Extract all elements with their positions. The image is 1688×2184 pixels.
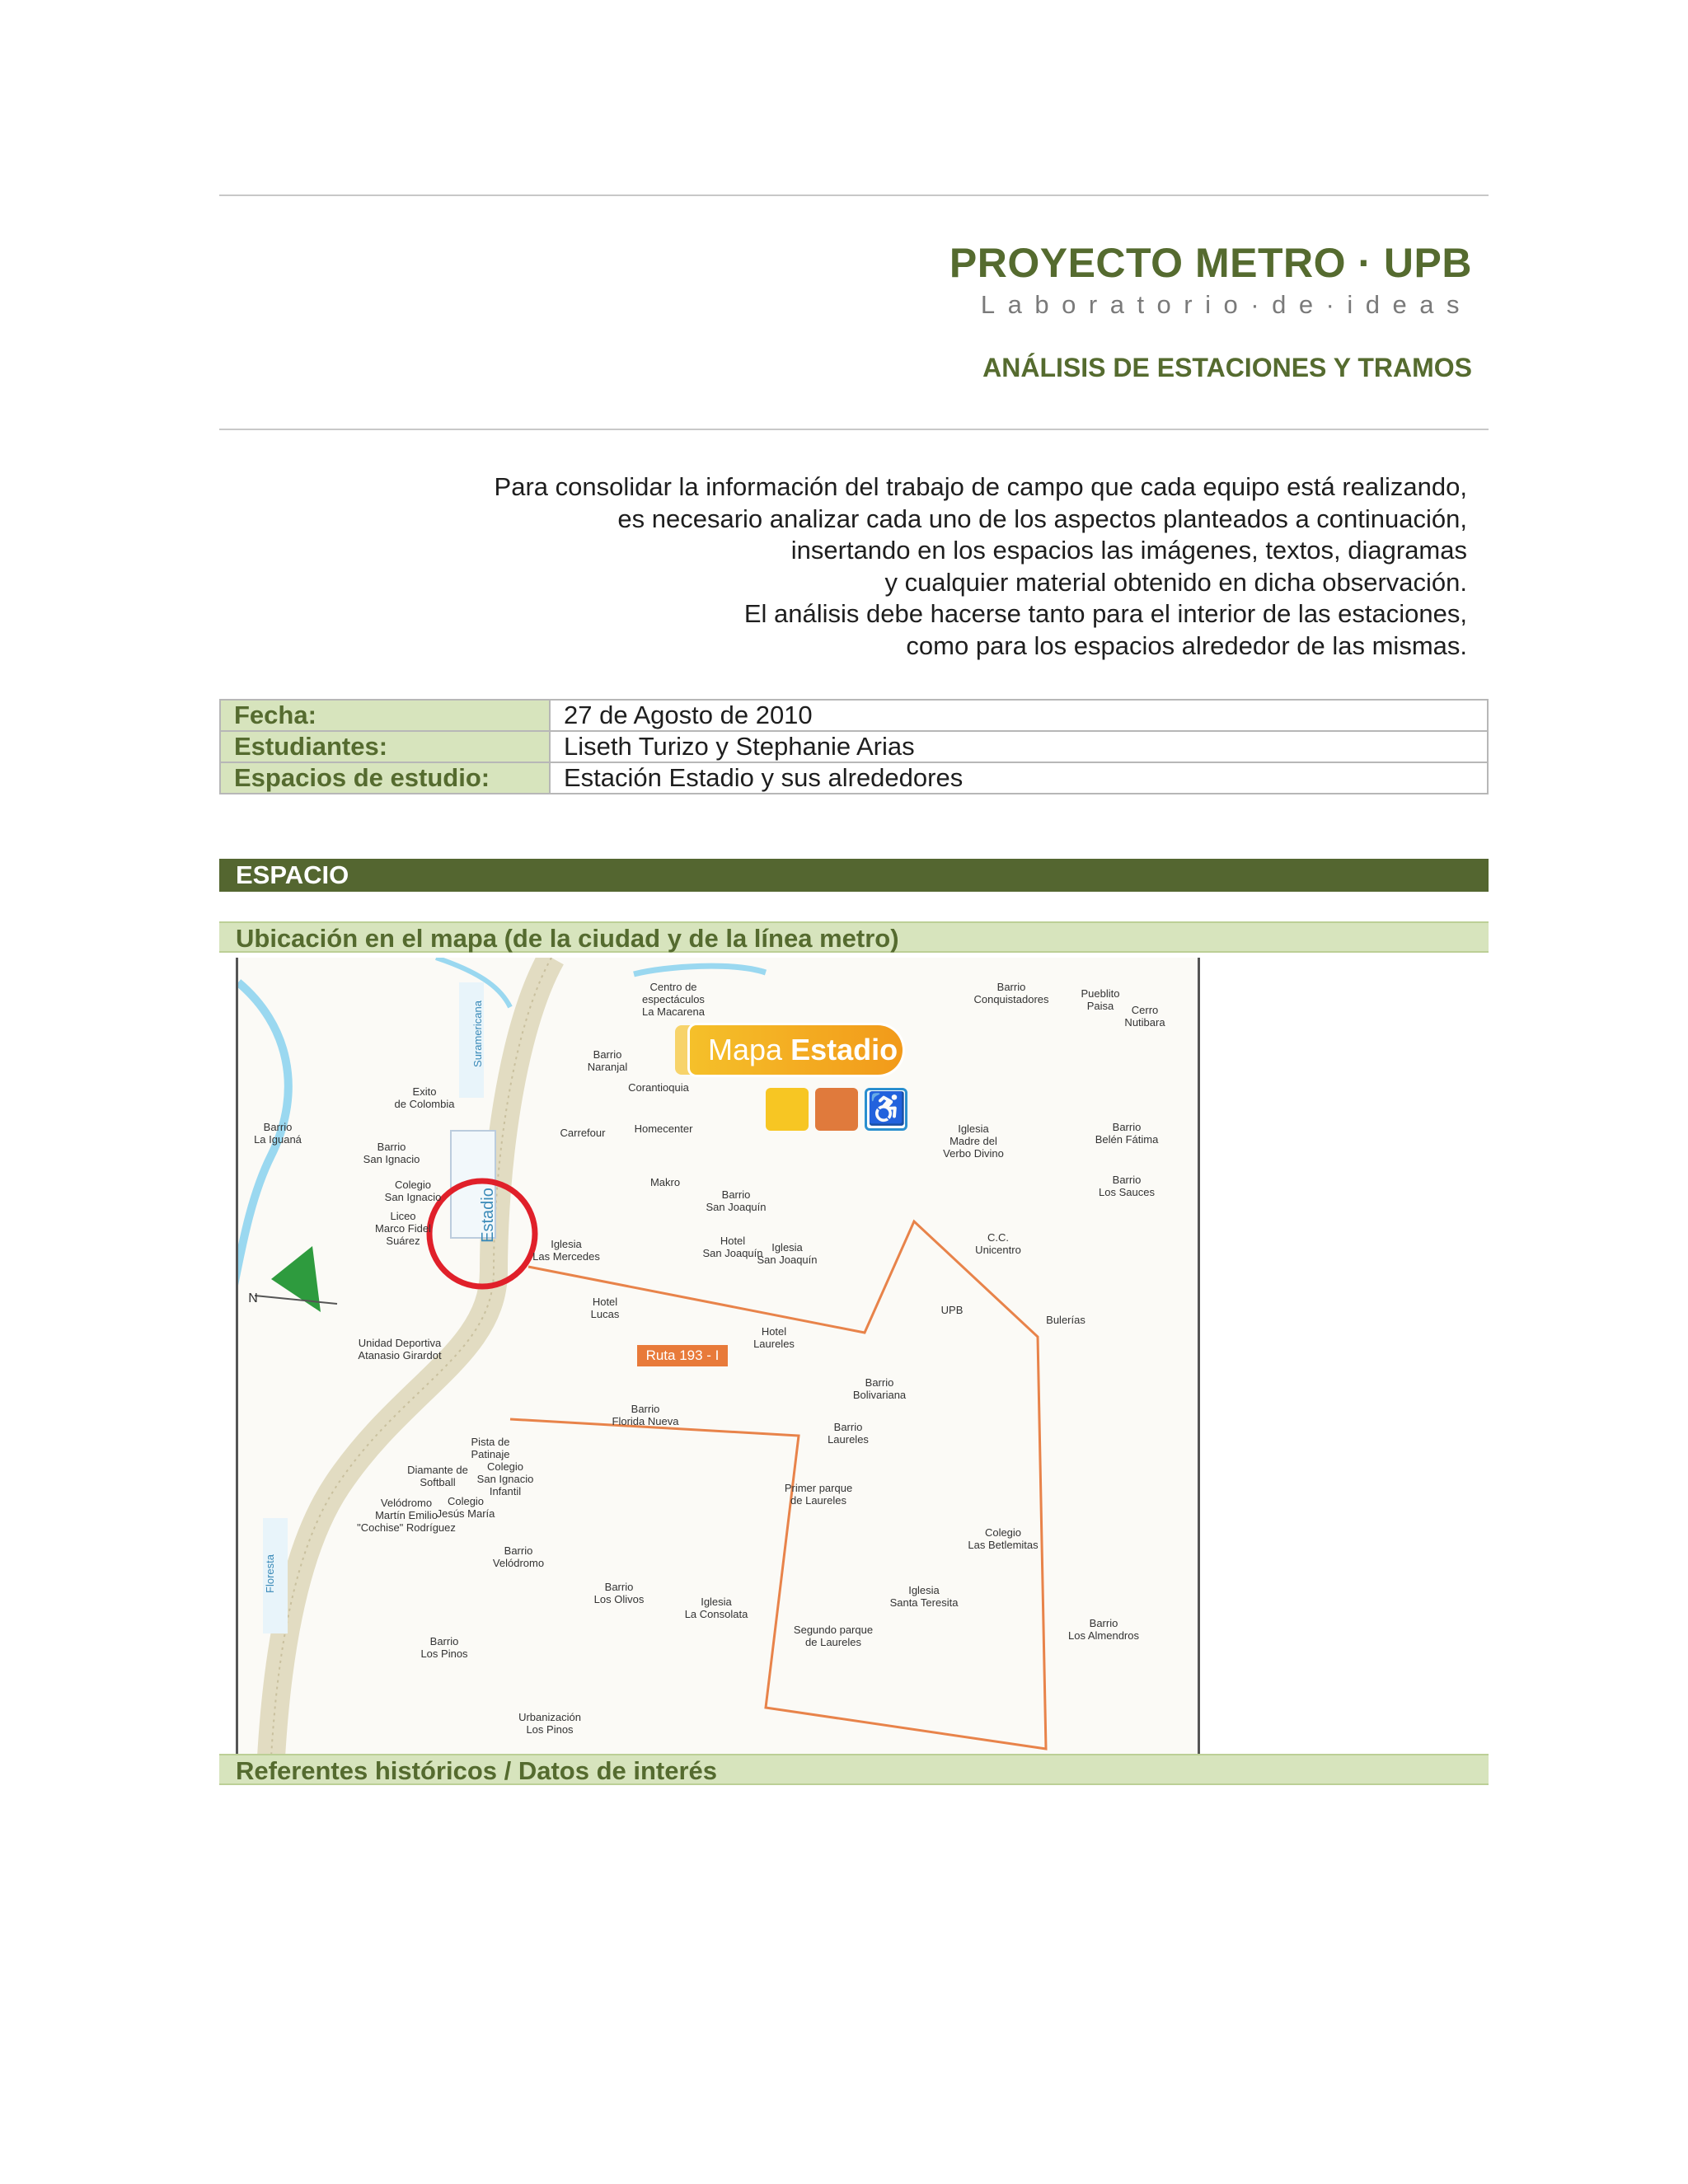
map-badge-light: Mapa (708, 1033, 783, 1066)
map-label: Hotel Laureles (753, 1325, 795, 1350)
river-top (634, 966, 766, 974)
map-label: Exito de Colombia (394, 1085, 455, 1110)
map-label: Iglesia Las Mercedes (532, 1238, 600, 1263)
intro-line: El análisis debe hacerse tanto para el interior de las estaciones, (743, 599, 1467, 628)
info-row-espacios (220, 762, 1488, 794)
map-label: Carrefour (560, 1127, 606, 1139)
map-label: Colegio Las Betlemitas (968, 1526, 1039, 1551)
info-row-fecha (220, 700, 1488, 731)
map-label: Iglesia La Consolata (684, 1596, 748, 1620)
map-label: Corantioquia (628, 1081, 689, 1094)
section-referentes: Referentes históricos / Datos de interés (219, 1754, 1489, 1785)
bus-icon (766, 1088, 809, 1131)
route-label: Ruta 193 - I (637, 1345, 728, 1366)
map-badge-bold: Estadio (790, 1033, 898, 1066)
espacios-value: Estación Estadio y sus alrededores (550, 762, 1488, 794)
map-badge (690, 1025, 903, 1075)
map-label: Segundo parque de Laureles (793, 1624, 874, 1648)
north-line (255, 1296, 337, 1304)
fecha-label: Fecha: (220, 700, 550, 731)
map-label: Homecenter (634, 1122, 693, 1135)
map-label: Diamante de Softball (407, 1464, 468, 1488)
map-label: Colegio San Ignacio (384, 1179, 442, 1203)
map-label: Colegio Jesús María (436, 1495, 495, 1520)
map-label: Barrio Florida Nueva (612, 1403, 679, 1427)
intro-line: y cualquier material obtenido en dicha observación. (884, 567, 1467, 597)
map-label: Hotel Lucas (590, 1296, 620, 1320)
station-map (236, 958, 1200, 1757)
map-label: Barrio Los Almendros (1068, 1617, 1139, 1642)
top-rule (219, 194, 1489, 196)
map-label: C.C. Unicentro (975, 1231, 1021, 1256)
map-label: Barrio Velódromo (492, 1544, 545, 1569)
map-label: Barrio La Iguaná (254, 1121, 302, 1146)
map-label: Unidad Deportiva Atanasio Girardot (358, 1337, 442, 1361)
map-label: Colegio San Ignacio Infantil (476, 1460, 534, 1497)
map-label: Barrio Los Pinos (420, 1635, 468, 1660)
map-label: Makro (649, 1176, 681, 1188)
map-label: Iglesia Madre del Verbo Divino (943, 1122, 1004, 1160)
map-label: Barrio Conquistadores (973, 981, 1049, 1005)
page-title: PROYECTO METRO · UPB (949, 240, 1472, 286)
espacios-label: Espacios de estudio: (220, 762, 550, 794)
map-label: Bulerías (1046, 1314, 1085, 1326)
map-label: Primer parque de Laureles (784, 1482, 853, 1507)
map-label: Pista de Patinaje (471, 1436, 510, 1460)
map-label: Barrio Naranjal (587, 1048, 628, 1073)
estudiantes-label: Estudiantes: (220, 731, 550, 762)
fecha-value: 27 de Agosto de 2010 (550, 700, 1488, 731)
map-label: Velódromo Martín Emilio "Cochise" Rodríguez (357, 1497, 456, 1534)
map-label: Barrio San Joaquín (706, 1188, 767, 1213)
map-label: Barrio San Ignacio (363, 1141, 420, 1165)
map-label: Cerro Nutibara (1124, 1004, 1165, 1029)
info-table (219, 699, 1489, 794)
map-label: UPB (940, 1304, 964, 1316)
map-label: Barrio Los Sauces (1099, 1174, 1155, 1198)
station-bottom-label: Floresta (263, 1554, 276, 1593)
map-label: Centro de espectáculos La Macarena (642, 981, 705, 1018)
map-label: Iglesia Santa Teresita (889, 1584, 959, 1609)
intro-line: como para los espacios alrededor de las mismas. (906, 630, 1467, 660)
estudiantes-value: Liseth Turizo y Stephanie Arias (550, 731, 1488, 762)
map-label: Urbanización Los Pinos (518, 1711, 581, 1736)
map-label: Pueblito Paisa (1081, 987, 1120, 1012)
wheelchair-icon: ♿ (865, 1088, 907, 1131)
map-label: Hotel San Joaquín (702, 1235, 763, 1259)
map-label: Barrio Belén Fátima (1095, 1121, 1159, 1146)
map-label: Iglesia San Joaquín (757, 1241, 818, 1266)
map-label: Barrio Los Olivos (593, 1581, 645, 1605)
intro-line: Para consolidar la información del trabajo de campo que cada equipo está realizando, (494, 472, 1467, 501)
intro-line: insertando en los espacios las imágenes, textos, diagramas (790, 536, 1467, 565)
section-espacio: ESPACIO (219, 859, 1489, 892)
intro-paragraph (313, 471, 1467, 662)
page-subtitle: Laboratorio·de·ideas (980, 290, 1472, 319)
header-rule (219, 429, 1489, 430)
map-label: Liceo Marco Fidel Suárez (375, 1210, 431, 1247)
map-label: Barrio Bolivariana (852, 1376, 907, 1401)
bicycle-icon (815, 1088, 858, 1131)
north-label: N (248, 1291, 258, 1305)
intro-line: es necesario analizar cada uno de los aspectos planteados a continuación, (617, 504, 1467, 533)
info-row-estudiantes (220, 731, 1488, 762)
map-label: Barrio Laureles (828, 1421, 869, 1446)
document-section-title: ANÁLISIS DE ESTACIONES Y TRAMOS (982, 353, 1472, 382)
station-vertical-label: Estadio (478, 1188, 497, 1243)
section-ubicacion: Ubicación en el mapa (de la ciudad y de la línea metro) (219, 921, 1489, 953)
station-top-label: Suramericana (471, 1001, 484, 1067)
